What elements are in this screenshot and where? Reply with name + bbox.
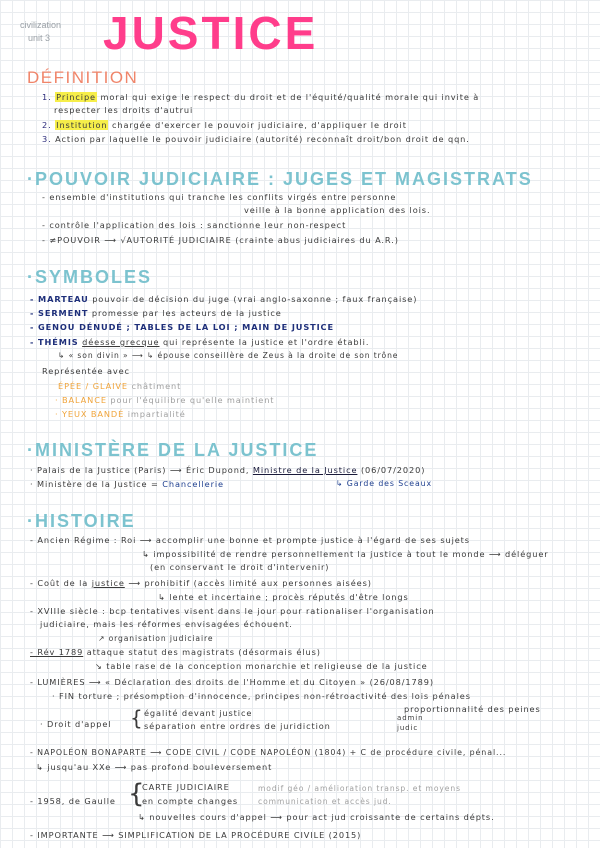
histoire-line-1: - Ancien Régime : Roi ⟶ accomplir une bonne et prompte justice à l'égard de ses sujets bbox=[30, 535, 470, 545]
section-heading-ministere: ·MINISTÈRE DE LA JUSTICE bbox=[27, 440, 319, 460]
histoire-line-14: · Droit d'appel bbox=[40, 719, 112, 729]
garde-des-sceaux: ↳ Garde des Sceaux bbox=[336, 479, 432, 488]
communication-acces: communication et accès jud. bbox=[258, 797, 392, 806]
symbol-key: · BALANCE bbox=[55, 395, 107, 405]
ministere-text: · Ministère de la Justice = bbox=[30, 479, 159, 489]
cout-text: - Coût de la bbox=[30, 578, 89, 588]
symbol-balance bbox=[55, 395, 274, 405]
item-number: 3. bbox=[42, 134, 52, 144]
histoire-line-16: ↳ jusqu'au XXe ⟶ pas profond bouleversement bbox=[36, 762, 273, 772]
attaque: attaque bbox=[86, 647, 125, 657]
ministre-date: (06/07/2020) bbox=[360, 465, 426, 475]
histoire-line-15: - NAPOLÉON BONAPARTE ⟶ CODE CIVIL / CODE NAPOLÉON (1804) + C de procédure civile, pénal... bbox=[30, 748, 507, 757]
rev-1789: - Rév 1789 bbox=[30, 647, 84, 657]
item-text: moral qui exige le respect du droit et de l'équité/qualité morale qui invite à bbox=[100, 92, 480, 102]
brace-droit-appel: { bbox=[130, 706, 143, 730]
symbol-text: châtiment bbox=[131, 381, 182, 391]
symbol-key: - MARTEAU bbox=[30, 294, 89, 304]
histoire-line-12: · FIN torture ; présomption d'innocence, principes non-rétroactivité des lois pénales bbox=[52, 691, 471, 701]
symbol-epee bbox=[58, 381, 181, 391]
item-text: chargée d'exercer le pouvoir judiciaire, d'appliquer le droit bbox=[112, 120, 407, 130]
symbol-key: ÉPÉE / GLAIVE bbox=[58, 381, 129, 391]
pouvoir-line-2: - contrôle l'application des lois : sanctionne leur non-respect bbox=[42, 220, 347, 230]
symbol-key: - SERMENT bbox=[30, 308, 89, 318]
histoire-line-19: - IMPORTANTE ⟶ SIMPLIFICATION DE LA PROCÉDURE CIVILE (2015) bbox=[30, 830, 362, 840]
definition-heading: DÉFINITION bbox=[27, 68, 139, 87]
ministere-line-1 bbox=[30, 465, 425, 475]
histoire-line-8: ↗ organisation judiciaire bbox=[98, 634, 214, 643]
histoire-line-7: judiciaire, mais les réformes envisagées échouent. bbox=[40, 619, 293, 629]
cout-prohibitif: ⟶ prohibitif (accès limité aux personnes aisées) bbox=[128, 578, 372, 588]
section-heading-pouvoir: ·POUVOIR JUDICIAIRE : JUGES ET MAGISTRATS bbox=[27, 169, 533, 189]
histoire-line-18: ↳ nouvelles cours d'appel ⟶ pour act jud croissante de certains dépts. bbox=[138, 812, 495, 822]
histoire-line-3: (en conservant le droit d'intervenir) bbox=[150, 562, 330, 572]
symbol-key: · YEUX BANDÉ bbox=[55, 409, 125, 419]
histoire-line-9 bbox=[30, 647, 321, 657]
item-number: 2. bbox=[42, 120, 52, 130]
symbol-text: qui représente la justice et l'ordre établi. bbox=[163, 337, 370, 347]
symbol-text: impartialité bbox=[127, 409, 186, 419]
separation-ordres: séparation entre ordres de juridiction bbox=[144, 721, 331, 731]
themis-deesse: déesse grecque bbox=[82, 337, 160, 347]
symbol-marteau bbox=[30, 294, 417, 304]
highlight-principe: Principe bbox=[56, 92, 96, 102]
justice-word: justice bbox=[91, 578, 125, 588]
represente-avec: Représentée avec bbox=[42, 366, 130, 376]
section-heading-histoire: ·HISTOIRE bbox=[27, 511, 136, 531]
symbol-text: promesse par les acteurs de la justice bbox=[91, 308, 282, 318]
definition-item-2 bbox=[42, 120, 407, 130]
chancellerie: Chancellerie bbox=[162, 479, 224, 489]
pouvoir-line-1-cont: veille à la bonne application des lois. bbox=[244, 205, 431, 215]
ministre-title: Ministre de la Justice bbox=[252, 465, 358, 475]
palais-text: · Palais de la Justice (Paris) ⟶ Éric Dupond, bbox=[30, 465, 250, 475]
histoire-line-5: ↳ lente et incertaine ; procès réputés d'être longs bbox=[158, 592, 409, 602]
symbol-text: pouvoir de décision du juge (vrai anglo-saxonne ; faux française) bbox=[92, 294, 418, 304]
admin-label: admin bbox=[397, 714, 424, 722]
ministere-line-2 bbox=[30, 479, 224, 489]
pouvoir-line-3: - ≠POUVOIR ⟶ √AUTORITÉ JUDICIAIRE (crainte abus judiciaires du A.R.) bbox=[42, 235, 399, 245]
brace-de-gaulle: { bbox=[128, 779, 145, 809]
definition-item-3 bbox=[42, 134, 470, 144]
definition-item-1 bbox=[42, 92, 479, 102]
egalite-justice: égalité devant justice bbox=[144, 708, 253, 718]
subtitle-civilization: civilization bbox=[20, 20, 62, 30]
symbol-themis bbox=[30, 337, 369, 347]
definition-item-1-cont: respecter les droits d'autrui bbox=[54, 105, 194, 115]
symbol-text: pour l'équilibre qu'elle maintient bbox=[110, 395, 275, 405]
histoire-line-6: - XVIIIe siècle : bcp tentatives visent dans le jour pour rationaliser l'organisation bbox=[30, 606, 435, 616]
symbol-key: - THÉMIS bbox=[30, 337, 79, 347]
histoire-line-10: ↘ table rase de la conception monarchie et religieuse de la justice bbox=[95, 661, 428, 671]
pouvoir-line-1: - ensemble d'institutions qui tranche les conflits virgés entre personne bbox=[42, 192, 397, 202]
histoire-line-13: proportionnalité des peines bbox=[404, 704, 541, 714]
statut-magistrats: statut des magistrats (désormais élus) bbox=[128, 647, 321, 657]
modif-geo: modif géo / amélioration transp. et moyens bbox=[258, 784, 461, 793]
highlight-institution: Institution bbox=[56, 120, 108, 130]
item-number: 1. bbox=[42, 92, 52, 102]
carte-judiciaire: CARTE JUDICIAIRE bbox=[142, 782, 230, 792]
themis-sub: ↳ « son divin » ⟶ ↳ épouse conseillère de Zeus à la droite de son trône bbox=[58, 351, 399, 360]
symbol-yeux bbox=[55, 409, 186, 419]
page-title: JUSTICE bbox=[103, 7, 319, 59]
histoire-line-17: - 1958, de Gaulle bbox=[30, 796, 116, 806]
symbol-genou-tables-main: - GENOU DÉNUDÉ ; TABLES DE LA LOI ; MAIN DE JUSTICE bbox=[30, 322, 334, 332]
symbol-serment bbox=[30, 308, 282, 318]
histoire-line-2: ↳ impossibilité de rendre personnellement la justice à tout le monde ⟶ déléguer bbox=[142, 549, 549, 559]
histoire-line-11: - LUMIÈRES ⟶ « Déclaration des droits de l'Homme et du Citoyen » (26/08/1789) bbox=[30, 677, 434, 687]
subtitle-unit: unit 3 bbox=[28, 33, 51, 43]
histoire-line-4 bbox=[30, 578, 372, 588]
section-heading-symboles: ·SYMBOLES bbox=[27, 267, 153, 287]
judic-label: judic bbox=[397, 724, 419, 732]
compte-changes: en compte changes bbox=[142, 796, 239, 806]
item-text: Action par laquelle le pouvoir judiciaire (autorité) reconnaît droit/bon droit de qqn. bbox=[55, 134, 470, 144]
